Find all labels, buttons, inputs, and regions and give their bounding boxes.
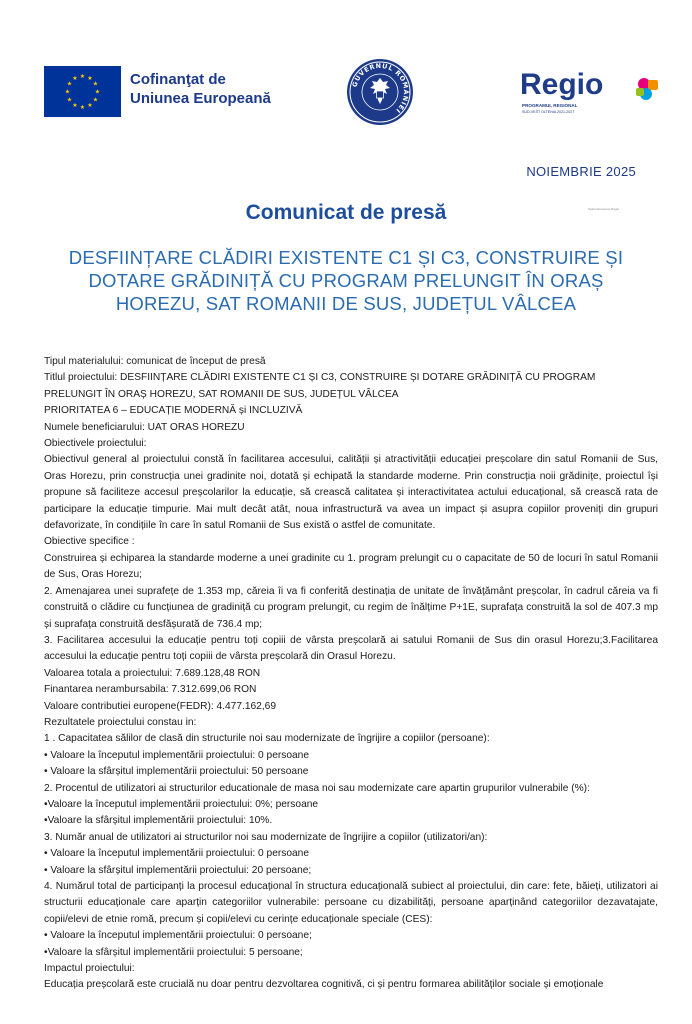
svg-text:★: ★ [64,88,71,96]
result-2-end: •Valoare la sfârșitul implementării proiectului: 10%. [44,815,273,827]
svg-text:★: ★ [72,75,78,82]
eu-text-line2: Uniunea Europeană [130,90,271,107]
subtitle-line: DOTARE GRĂDINIȚĂ CU PROGRAM PRELUNGIT ÎN ORAȘ [88,270,604,291]
material-type: Tipul materialului: comunicat de început de presă [44,356,266,367]
project-subtitle [40,246,652,315]
svg-text:★: ★ [92,96,99,104]
result-4-end: •Valoare la sfârșitul implementării proiectului: 5 persoane; [44,946,303,958]
result-1-start: • Valoare la începutul implementării proiectului: 0 persoane [44,749,310,761]
specific-objectives-heading: Obiective specifice : [44,536,135,548]
result-2-start: •Valoare la începutul implementării proiectului: 0%; persoane [44,798,319,810]
result-3-end: • Valoare la sfârșitul implementării proiectului: 20 persoane; [44,864,312,876]
svg-text:★: ★ [66,96,73,104]
project-title-line1: Titlul proiectului: DESFIINȚARE CLĂDIRI EXISTENTE C1 ȘI C3, CONSTRUIRE ȘI DOTARE GRĂDINIȚĂ CU PROGRAM [44,372,596,384]
specific-objective-1: Construirea și echiparea la standarde moderne a unei gradinite cu 1. program prelungit cu o capacitate de 50 de locuri în satul Romanii de Sus, Oras Horezu; [44,552,658,581]
result-1-title: 1 . Capacitatea sălilor de clasă din structurile noi sau modernizate de îngrijire a copiilor (persoane): [44,733,490,745]
non-reimbursable-funding: Finantarea nerambursabila: 7.312.699,06 RON [44,684,257,696]
priority: PRIORITATEA 6 – EDUCAȚIE MODERNĂ și INCLUZIVĂ [44,405,303,417]
eu-cofinanced-text [130,70,271,108]
svg-text:★: ★ [66,80,73,88]
subtitle-line: HOREZU, SAT ROMANII DE SUS, JUDEȚUL VÂLCEA [115,293,577,314]
eu-text-line1: Cofinanţat de [130,71,226,88]
total-value: Valoarea totala a proiectului: 7.689.128,48 RON [44,667,261,679]
project-title-line2: PRELUNGIT ÎN ORAȘ HOREZU, SAT ROMANII DE SUS, JUDEȚUL VÂLCEA [44,388,399,400]
regio-logo [520,64,664,118]
specific-objective-3: 3. Facilitarea accesului la educație pentru toți copiii de vârsta preșcolară ai satului Romanii de Sus din orasul Horezu;3.Facilitarea accesului la educație pentru toți copiii de vârsta preșcolară din Orasul Horezu. [44,634,658,663]
eu-flag-logo [44,66,121,117]
regio-tagline2: SUD-VEST OLTENIA 2021-2027 [522,110,575,114]
results-heading: Rezultatele proiectului constau in: [44,716,197,728]
beneficiary: Numele beneficiarului: UAT ORAS HOREZU [44,421,245,433]
small-stamp-text: Spatiu Europene Regio [588,207,620,211]
objectives-heading: Obiectivele proiectului: [44,438,147,450]
general-objective: Obiectivul general al proiectului constă în facilitarea accesului, calității și atractivității educației preșcolare din satul Romanii de Sus, Oras Horezu, prin construcția unei gradinite noi, dotată și echipată la standarde moderne. Prin construcția noii grădinițe, proiectul își propune să faciliteze accesul preșcolarilor la educație, să crească calitatea și interactivitatea actului educațional, să crească rata de participare la educație timpurie. Mai mult decât atât, noua infrastructură va avea un impact și asupra copiilor proveniți din grupuri defavorizate, în condițiile în care în satul Romanii de Sus există o astfel de comunitate. [44,454,658,532]
impact-text: Educația preșcolară este crucială nu doar pentru dezvoltarea cognitivă, ci și pentru formarea abilităților sociale și emoționale [44,979,604,991]
press-release-body [44,354,658,994]
regio-tagline1: PROGRAMUL REGIONAL [522,103,578,108]
seal-text: GUVERNUL ROMÂNIEI [350,61,411,115]
page-title: Comunicat de presă [245,201,447,224]
subtitle-line: DESFIINȚARE CLĂDIRI EXISTENTE C1 ȘI C3, CONSTRUIRE ȘI [68,247,624,268]
result-3-start: • Valoare la începutul implementării proiectului: 0 persoane [44,848,310,860]
feder-contribution: Valoare contributiei europene(FEDR): 4.477.162,69 [44,700,276,712]
svg-text:★: ★ [92,80,99,88]
specific-objective-2: 2. Amenajarea unei suprafețe de 1.353 mp, căreia îi va fi conferită destinația de unitate de învățământ preșcolar, în cadrul căreia va fi construită o clădire cu funcțiunea de gradiniță cu program prelungit, cu regim de înălțime P+1E, suprafața construită la sol de 407.3 mp și suprafața construită desfășurată de 736.4 mp; [44,585,658,630]
result-4-start: • Valoare la începutul implementării proiectului: 0 persoane; [44,930,312,942]
svg-text:★: ★ [79,73,86,80]
result-3-title: 3. Număr anual de utilizatori ai structurilor noi sau modernizate de îngrijire a copiilor (utilizatori/an): [44,831,488,843]
svg-text:★: ★ [94,88,101,96]
regio-wordmark: Regio [520,68,604,101]
result-2-title: 2. Procentul de utilizatori ai structurilor educationale de masa noi sau modernizate care apartin grupurilor vulnerabile (%): [44,782,590,794]
result-4-title: 4. Numărul total de participanți la procesul educațional în structura educațională subiect al proiectului, din care: fete, băieți, utilizatori ai structurii educaționale care aparțin categoriilor vulnerabile: persoane cu dizabilități, persoane aparținând categoriilor dezavatajate, copii/elevi de etnie romă, precum și copii/elevi cu cerințe educaționale speciale (CES): [44,881,658,925]
result-1-end: • Valoare la sfârșitul implementării proiectului: 50 persoane [44,766,309,778]
svg-text:★: ★ [87,102,93,109]
release-date: NOIEMBRIE 2025 [526,164,636,179]
impact-heading: Impactul proiectului: [44,963,135,975]
svg-text:★: ★ [79,104,86,111]
government-seal-logo [346,58,414,126]
svg-text:★: ★ [72,102,78,109]
svg-text:★: ★ [87,75,93,82]
